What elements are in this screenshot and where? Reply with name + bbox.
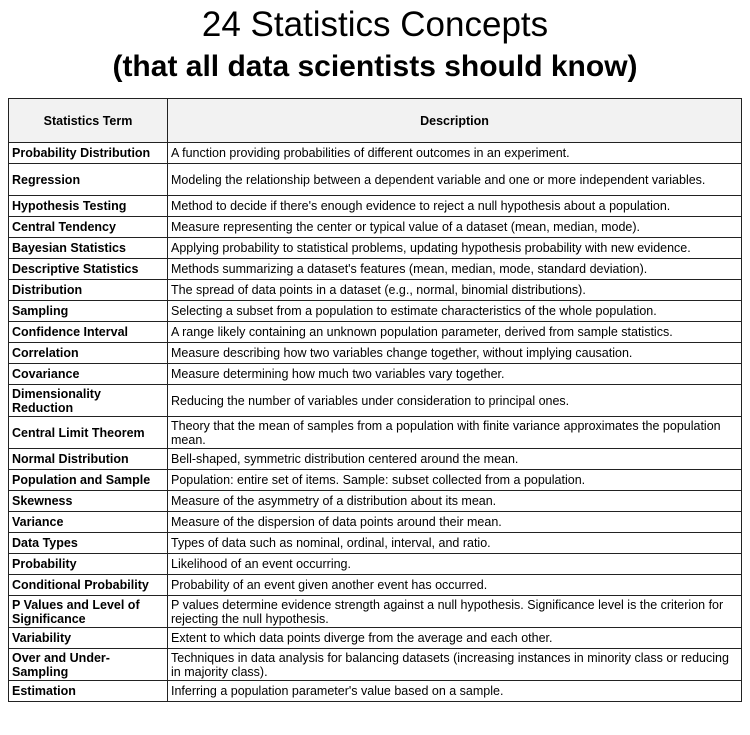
term-cell: Descriptive Statistics	[9, 259, 168, 280]
table-row	[9, 259, 742, 280]
page-subtitle: (that all data scientists should know)	[112, 50, 638, 83]
term-cell: Covariance	[9, 364, 168, 385]
description-cell: Probability of an event given another event has occurred.	[168, 575, 742, 596]
description-cell: Reducing the number of variables under consideration to principal ones.	[168, 385, 742, 417]
term-cell: Dimensionality Reduction	[9, 385, 168, 417]
table-row	[9, 512, 742, 533]
description-cell: Techniques in data analysis for balancing datasets (increasing instances in minority class or reducing in majority class).	[168, 649, 742, 681]
description-cell: A range likely containing an unknown population parameter, derived from sample statistics.	[168, 322, 742, 343]
description-cell: Extent to which data points diverge from the average and each other.	[168, 628, 742, 649]
table-row	[9, 238, 742, 259]
table-row	[9, 628, 742, 649]
table-row	[9, 575, 742, 596]
description-cell: Measure of the asymmetry of a distribution about its mean.	[168, 491, 742, 512]
table-row	[9, 164, 742, 196]
term-cell: Hypothesis Testing	[9, 196, 168, 217]
header-row	[9, 99, 742, 143]
table-row	[9, 596, 742, 628]
table-row	[9, 217, 742, 238]
description-cell: Inferring a population parameter's value based on a sample.	[168, 681, 742, 702]
description-cell: Modeling the relationship between a dependent variable and one or more independent variables.	[168, 164, 742, 196]
term-cell: Skewness	[9, 491, 168, 512]
description-cell: Measure determining how much two variables vary together.	[168, 364, 742, 385]
description-cell: Method to decide if there's enough evidence to reject a null hypothesis about a population.	[168, 196, 742, 217]
description-cell: Selecting a subset from a population to estimate characteristics of the whole population.	[168, 301, 742, 322]
description-cell: Measure describing how two variables change together, without implying causation.	[168, 343, 742, 364]
table-row	[9, 554, 742, 575]
description-cell: Bell-shaped, symmetric distribution centered around the mean.	[168, 449, 742, 470]
table-row	[9, 196, 742, 217]
term-cell: Central Tendency	[9, 217, 168, 238]
table-row	[9, 681, 742, 702]
term-cell: Central Limit Theorem	[9, 417, 168, 449]
column-header-description: Description	[168, 99, 742, 143]
table-row	[9, 301, 742, 322]
term-cell: Variability	[9, 628, 168, 649]
table-row	[9, 470, 742, 491]
term-cell: Probability Distribution	[9, 143, 168, 164]
description-cell: The spread of data points in a dataset (e.g., normal, binomial distributions).	[168, 280, 742, 301]
term-cell: Correlation	[9, 343, 168, 364]
description-cell: Theory that the mean of samples from a population with finite variance approximates the population mean.	[168, 417, 742, 449]
term-cell: Sampling	[9, 301, 168, 322]
table-row	[9, 364, 742, 385]
statistics-concepts-table	[8, 98, 742, 702]
table-header	[9, 99, 742, 143]
term-cell: Bayesian Statistics	[9, 238, 168, 259]
table-row	[9, 322, 742, 343]
term-cell: Normal Distribution	[9, 449, 168, 470]
table-row	[9, 343, 742, 364]
description-cell: A function providing probabilities of different outcomes in an experiment.	[168, 143, 742, 164]
description-cell: Methods summarizing a dataset's features (mean, median, mode, standard deviation).	[168, 259, 742, 280]
table-row	[9, 449, 742, 470]
description-cell: Likelihood of an event occurring.	[168, 554, 742, 575]
table-row	[9, 491, 742, 512]
description-cell: Population: entire set of items. Sample: subset collected from a population.	[168, 470, 742, 491]
table-row	[9, 649, 742, 681]
term-cell: P Values and Level of Significance	[9, 596, 168, 628]
term-cell: Confidence Interval	[9, 322, 168, 343]
term-cell: Over and Under-Sampling	[9, 649, 168, 681]
table-row	[9, 280, 742, 301]
page-title: 24 Statistics Concepts	[201, 5, 549, 44]
table-row	[9, 385, 742, 417]
description-cell: Types of data such as nominal, ordinal, interval, and ratio.	[168, 533, 742, 554]
term-cell: Data Types	[9, 533, 168, 554]
table-body	[9, 143, 742, 702]
table-row	[9, 143, 742, 164]
term-cell: Population and Sample	[9, 470, 168, 491]
description-cell: Applying probability to statistical problems, updating hypothesis probability with new evidence.	[168, 238, 742, 259]
description-cell: Measure representing the center or typical value of a dataset (mean, median, mode).	[168, 217, 742, 238]
table-row	[9, 417, 742, 449]
term-cell: Conditional Probability	[9, 575, 168, 596]
term-cell: Regression	[9, 164, 168, 196]
term-cell: Distribution	[9, 280, 168, 301]
description-cell: Measure of the dispersion of data points around their mean.	[168, 512, 742, 533]
column-header-term: Statistics Term	[9, 99, 168, 143]
table-row	[9, 533, 742, 554]
term-cell: Probability	[9, 554, 168, 575]
term-cell: Estimation	[9, 681, 168, 702]
term-cell: Variance	[9, 512, 168, 533]
description-cell: P values determine evidence strength against a null hypothesis. Significance level is the criterion for rejecting the null hypothesis.	[168, 596, 742, 628]
